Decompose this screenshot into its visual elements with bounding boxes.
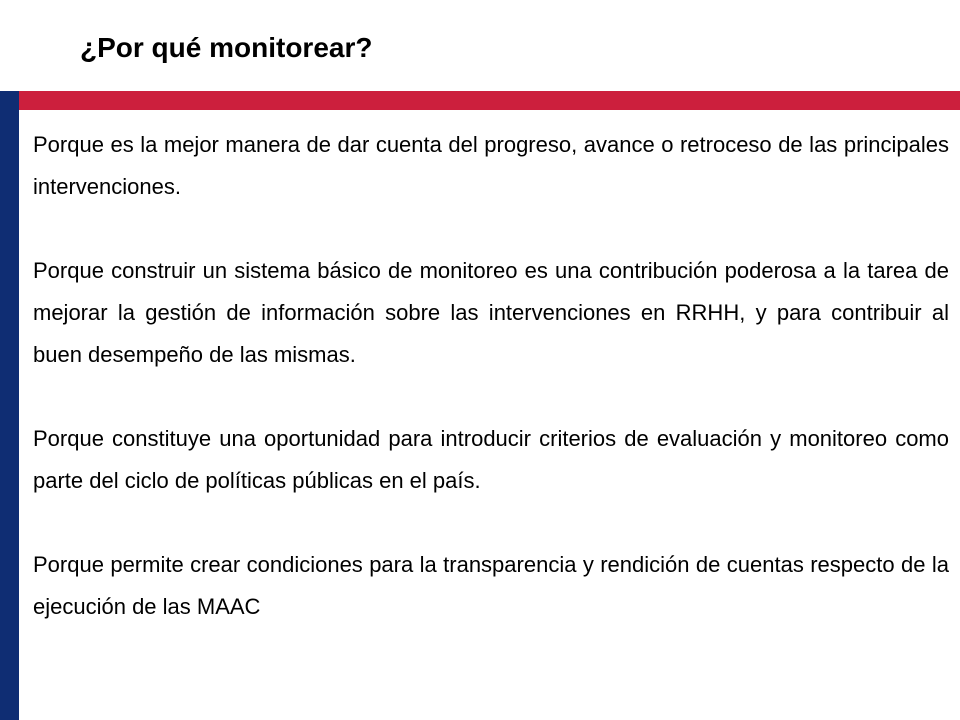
paragraph-opportunity: Porque constituye una oportunidad para introducir criterios de evaluación y monitoreo como parte del ciclo de políticas públicas en el país. bbox=[33, 426, 949, 493]
paragraph-spacer bbox=[33, 502, 949, 544]
header-accent-bar bbox=[0, 91, 960, 110]
paragraph-spacer bbox=[33, 208, 949, 250]
slide-body bbox=[33, 124, 949, 628]
slide-title: ¿Por qué monitorear? bbox=[80, 32, 373, 63]
paragraph-spacer bbox=[33, 376, 949, 418]
paragraph-transparency: Porque permite crear condiciones para la transparencia y rendición de cuentas respecto de la ejecución de las MAAC bbox=[33, 552, 949, 619]
side-accent-bar bbox=[0, 91, 19, 720]
paragraph-progress: Porque es la mejor manera de dar cuenta del progreso, avance o retroceso de las principales intervenciones. bbox=[33, 132, 949, 199]
paragraph-monitoring-system: Porque construir un sistema básico de monitoreo es una contribución poderosa a la tarea de mejorar la gestión de información sobre las intervenciones en RRHH, y para contribuir al buen desempeño de las mismas. bbox=[33, 258, 949, 367]
